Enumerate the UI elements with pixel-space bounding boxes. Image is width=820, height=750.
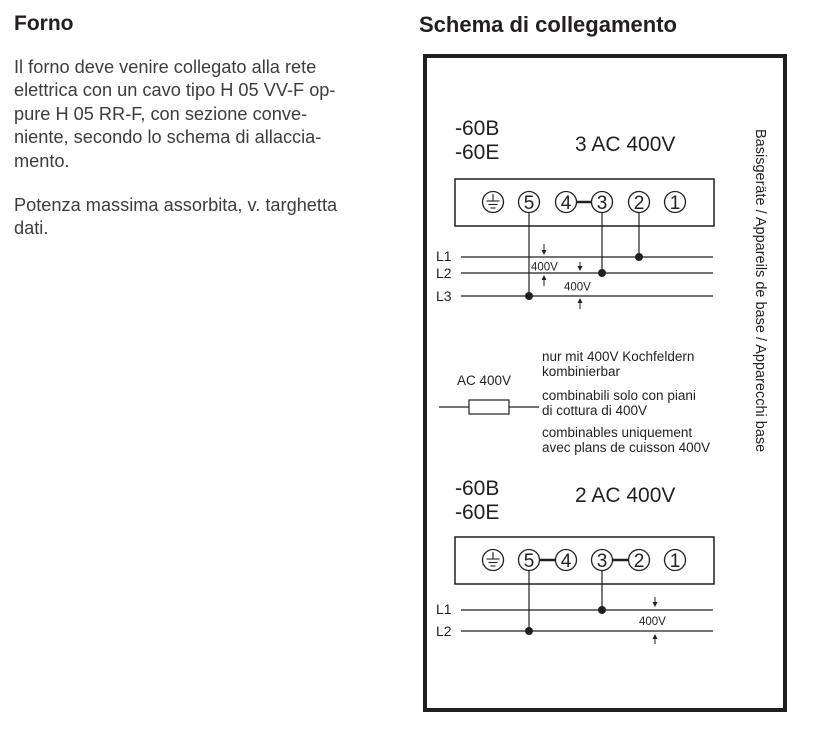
voltage-label: 400V [531, 261, 558, 274]
terminal-number: 1 [669, 193, 681, 214]
terminal-number: 2 [633, 193, 645, 214]
voltage-label: 400V [564, 281, 591, 294]
line-label: L2 [436, 265, 452, 281]
junction-dot [598, 269, 606, 277]
terminal [556, 192, 577, 215]
terminal-number: 2 [633, 551, 645, 572]
paragraph-line: Il forno deve venire collegato alla rete [14, 57, 317, 77]
junction-dot [525, 292, 533, 300]
terminal-number: 3 [596, 193, 608, 214]
terminal [592, 192, 613, 215]
line-label: L2 [436, 623, 452, 639]
terminal-number: 4 [560, 551, 572, 572]
voltage-label: 400V [639, 616, 666, 628]
terminal [519, 192, 540, 215]
resistor-icon [439, 400, 539, 414]
paragraph-line: niente, secondo lo schema di allaccia- [14, 127, 322, 148]
line-label: L3 [436, 288, 452, 304]
junction-dot [598, 606, 606, 614]
paragraph-line: pure H 05 RR-F, con sezione conve- [14, 103, 308, 124]
note-text: combinabili solo con piani [542, 388, 696, 403]
terminal [629, 550, 650, 573]
terminal [556, 550, 577, 573]
ground-terminal-icon [483, 550, 504, 571]
paragraph-line: Potenza massima assorbita, v. targhetta [14, 195, 338, 215]
note-text: kombinierbar [542, 364, 621, 379]
note-text: combinables uniquement [542, 425, 693, 440]
paragraph-line: elettrica con un cavo tipo H 05 VV-F op- [14, 80, 336, 101]
supply-label: 3 AC 400V [575, 133, 676, 156]
line-label: L1 [436, 248, 452, 264]
terminal-number: 4 [560, 193, 572, 214]
forno-power-paragraph [14, 194, 406, 241]
model-label: -60E [455, 501, 500, 524]
component-label: AC 400V [457, 373, 512, 388]
terminal [629, 192, 650, 215]
junction-dot [635, 253, 643, 261]
terminal-number: 5 [523, 193, 535, 214]
junction-dot [525, 627, 533, 635]
terminal [519, 550, 540, 573]
model-label: -60B [455, 477, 500, 500]
ground-terminal-icon [483, 192, 504, 213]
supply-label: 2 AC 400V [575, 484, 676, 507]
wiring-diagram [423, 54, 787, 714]
terminal-number: 1 [669, 551, 681, 572]
model-label: -60B [455, 117, 500, 140]
line-label: L1 [436, 601, 452, 617]
side-label: Basisgeräte / Appareils de base / Apparecchi base [752, 129, 768, 453]
note-text: nur mit 400V Kochfeldern [542, 349, 695, 364]
model-label: -60E [455, 141, 500, 164]
forno-connection-paragraph [14, 56, 406, 173]
paragraph-line: dati. [14, 218, 49, 239]
paragraph-line: mento. [14, 150, 70, 171]
section-title-forno: Forno [14, 12, 74, 35]
section-title-schema: Schema di collegamento [419, 12, 677, 37]
terminal [592, 550, 613, 573]
terminal [665, 192, 686, 215]
note-text: di cottura di 400V [542, 403, 648, 418]
terminal-number: 3 [596, 551, 608, 572]
terminal-number: 5 [523, 551, 535, 572]
terminal [665, 550, 686, 573]
note-text: avec plans de cuisson 400V [542, 440, 711, 455]
